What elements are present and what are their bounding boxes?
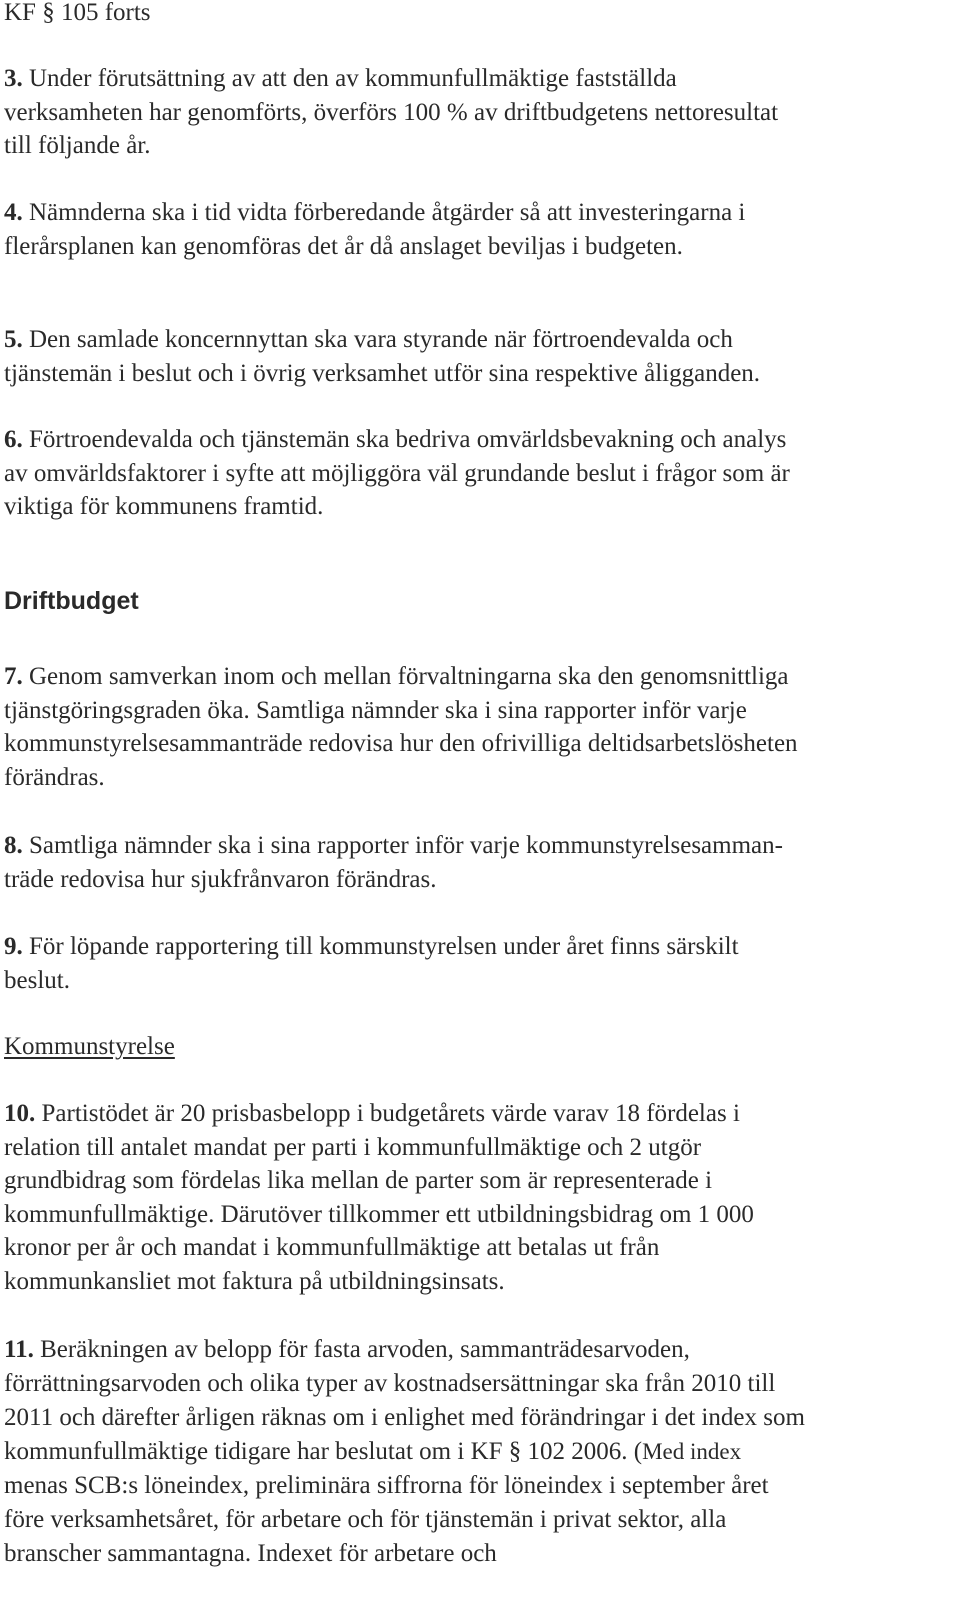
paragraph-line: grundbidrag som fördelas lika mellan de parter som är representerade i [4,1167,713,1194]
paragraph-line [4,62,956,96]
line-text: Partistödet är 20 prisbasbelopp i budgetårets värde varav 18 fördelas i [35,1100,740,1127]
paragraph-line: tjänstemän i beslut och i övrig verksamhet utför sina respektive åligganden. [4,359,761,387]
line-text: Den samlade koncernnyttan ska vara styrande när förtroendevalda och [22,326,733,353]
paragraph-line [4,1333,956,1367]
subsection-heading-kommunstyrelse: Kommunstyrelse [4,1033,175,1060]
paragraph-number: 5. [4,326,23,353]
paragraph-line: flerårsplanen kan genomföras det år då anslaget beviljas i budgeten. [4,232,683,260]
paragraph-line: beslut. [4,966,70,994]
paragraph-number: 9. [4,933,23,960]
paragraph-number: 10. [4,1100,36,1127]
paragraph-line: kronor per år och mandat i kommunfullmäktige att betalas ut från [4,1234,660,1261]
paragraph-number: 4. [4,199,23,226]
paragraph-line: till följande år. [4,132,151,159]
paragraph-number: 6. [4,426,23,453]
paragraph-10 [4,1097,956,1298]
paragraph-5 [4,323,956,390]
paragraph-line: relation till antalet mandat per parti i kommunfullmäktige och 2 utgör [4,1133,702,1161]
paragraph-line: förrättningsarvoden och olika typer av kostnadsersättningar ska från 2010 till [4,1370,776,1397]
paragraph-7 [4,660,956,794]
paragraph-8 [4,829,956,896]
line-text: Förtroendevalda och tjänstemän ska bedriva omvärldsbevakning och analys [22,426,787,453]
paragraph-line: förändras. [4,763,105,791]
paragraph-line: viktiga för kommunens framtid. [4,493,324,520]
paragraph-line: före verksamhetsåret, för arbetare och för tjänstemän i privat sektor, alla [4,1506,727,1533]
paragraph-line [4,323,956,357]
paragraph-line: menas SCB:s löneindex, preliminära siffrorna för löneindex i september året [4,1472,769,1499]
line-text: Genom samverkan inom och mellan förvaltningarna ska den genomsnittliga [22,663,789,690]
paragraph-line [4,196,956,230]
paragraph-line [4,423,956,457]
paragraph-line: kommunfullmäktige. Därutöver tillkommer ett utbildningsbidrag om 1 000 [4,1200,754,1228]
paragraph-line [4,1435,956,1469]
line-text: Beräkningen av belopp för fasta arvoden, sammanträdesarvoden, [33,1336,690,1363]
paragraph-line: kommunkansliet mot faktura på utbildningsinsats. [4,1267,505,1295]
paragraph-line: kommunstyrelsesammanträde redovisa hur den ofrivilliga deltidsarbetslösheten [4,730,798,757]
paragraph-4 [4,196,956,263]
paragraph-line [4,829,956,863]
paragraph-9 [4,930,956,997]
paragraph-3 [4,62,956,163]
paragraph-number: 3. [4,65,23,92]
section-heading-driftbudget: Driftbudget [4,587,139,615]
paragraph-number: 8. [4,832,23,859]
line-text: Samtliga nämnder ska i sina rapporter inför varje kommunstyrelsesamman- [22,832,783,859]
paragraph-line: träde redovisa hur sjukfrånvaron förändras. [4,865,437,893]
paragraph-number: 7. [4,663,23,690]
paragraph-line [4,930,956,964]
paragraph-line: av omvärldsfaktorer i syfte att möjliggöra väl grundande beslut i frågor som är [4,459,790,487]
page-header: KF § 105 forts [4,0,151,26]
paragraph-line [4,1097,956,1131]
paragraph-number: 11. [4,1336,34,1363]
line-text: kommunfullmäktige tidigare har beslutat om i KF § 102 2006. ( [4,1438,643,1465]
line-text: Under förutsättning av att den av kommunfullmäktige fastställda [22,65,677,92]
paragraph-line: verksamheten har genomförts, överförs 100 % av driftbudgetens nettoresultat [4,98,779,126]
paragraph-line: 2011 och därefter årligen räknas om i enlighet med förändringar i det index som [4,1404,805,1431]
paragraph-line [4,660,956,694]
line-text: För löpande rapportering till kommunstyrelsen under året finns särskilt [22,933,739,960]
paragraph-line: branscher sammantagna. Indexet för arbetare och [4,1540,497,1567]
paragraph-6 [4,423,956,524]
line-text: Nämnderna ska i tid vidta förberedande åtgärder så att investeringarna i [22,199,746,226]
line-text-small: Med index [642,1439,742,1464]
paragraph-11 [4,1333,956,1571]
paragraph-line: tjänstgöringsgraden öka. Samtliga nämnder ska i sina rapporter inför varje [4,696,747,724]
